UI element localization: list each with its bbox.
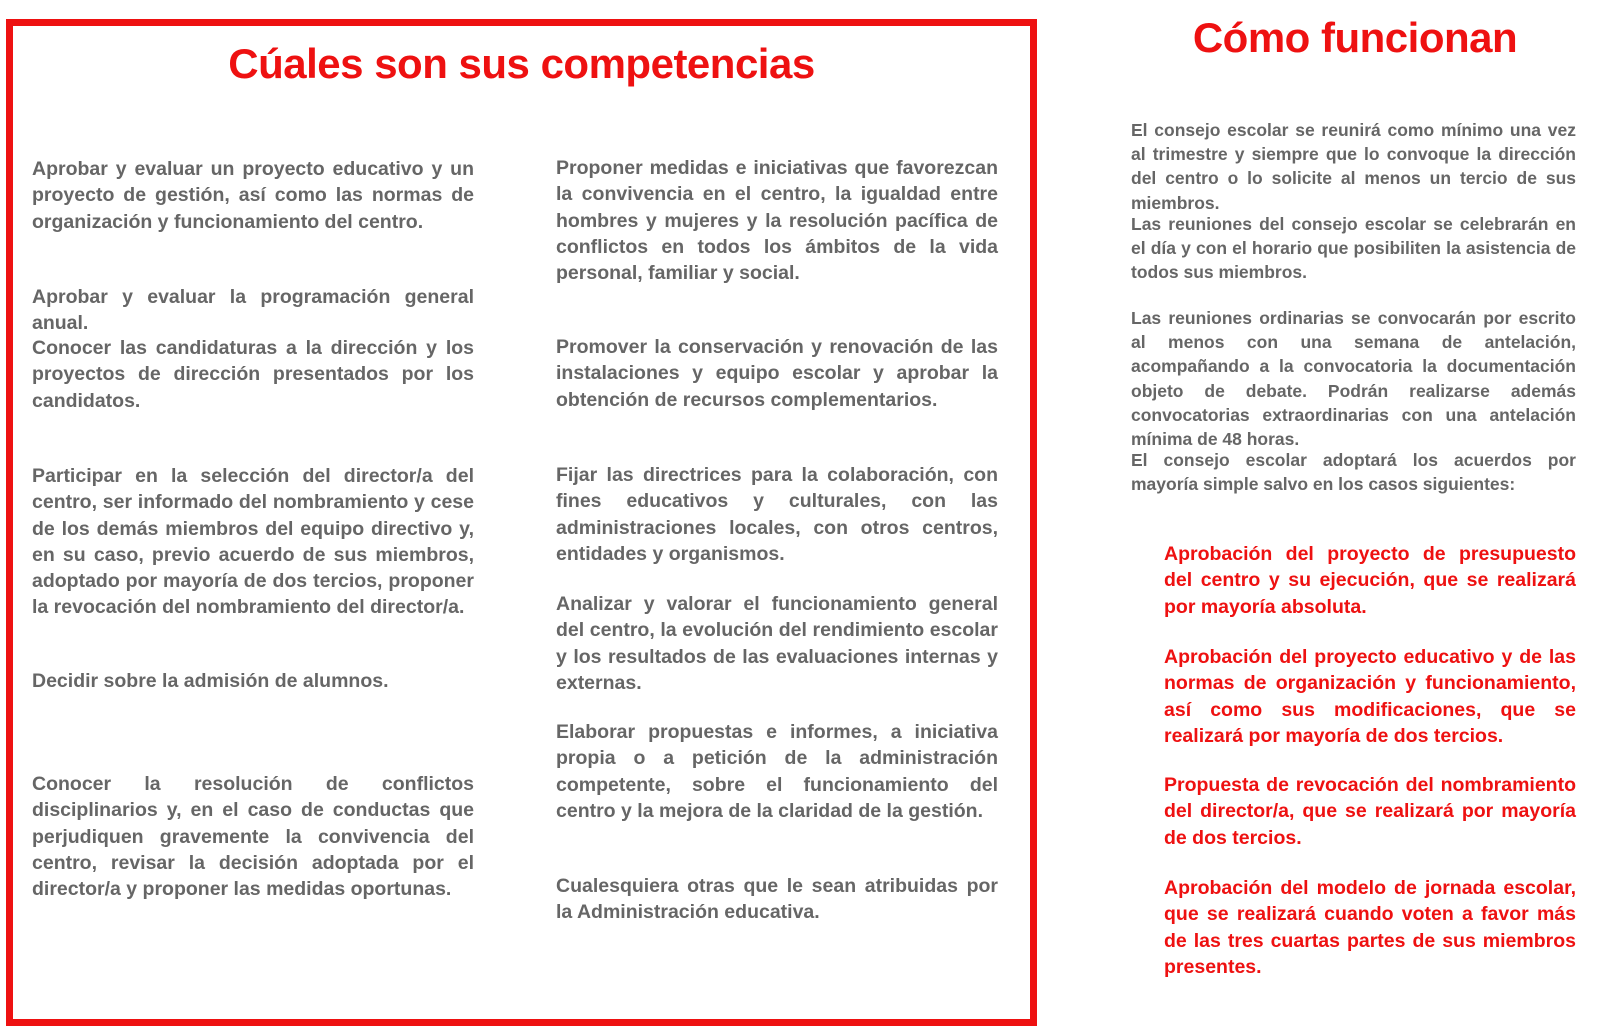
competencia-item: Aprobar y evaluar un proyecto educativo y un proyecto de gestión, así como las normas de organización y funcionamiento del centro. xyxy=(32,158,474,233)
funcionamiento-paragraph: El consejo escolar adoptará los acuerdos por mayoría simple salvo en los casos siguientes: xyxy=(1131,450,1576,495)
competencia-item: Analizar y valorar el funcionamiento general del centro, la evolución del rendimiento escolar y los resultados de las evaluaciones internas y externas. xyxy=(556,593,998,694)
competencia-item: Cualesquiera otras que le sean atribuidas por la Administración educativa. xyxy=(556,875,998,924)
competencia-item: Elaborar propuestas e informes, a iniciativa propia o a petición de la administración competente, sobre el funcionamiento del centro y la mejora de la claridad de la gestión. xyxy=(556,721,998,822)
competencia-item: Proponer medidas e iniciativas que favorezcan la convivencia en el centro, la igualdad entre hombres y mujeres y la resolución pacífica de conflictos en todos los ámbitos de la vida personal, familiar y social. xyxy=(556,157,998,285)
competencia-item: Promover la conservación y renovación de las instalaciones y equipo escolar y aprobar la obtención de recursos complementarios. xyxy=(556,336,998,411)
mayoria-caso: Aprobación del modelo de jornada escolar, que se realizará cuando voten a favor más de las tres cuartas partes de sus miembros presentes. xyxy=(1164,877,1576,978)
funcionamiento-paragraph: Las reuniones ordinarias se convocarán por escrito al menos con una semana de antelación, acompañando a la convocatoria la documentación objeto de debate. Podrán realizarse además convocatorias extraordinarias con una antelación mínima de 48 horas. xyxy=(1131,308,1576,450)
mayoria-caso: Aprobación del proyecto de presupuesto del centro y su ejecución, que se realizará por mayoría absoluta. xyxy=(1164,543,1576,618)
mayoria-caso: Propuesta de revocación del nombramiento del director/a, que se realizará por mayoría de dos tercios. xyxy=(1164,774,1576,849)
funcionamiento-title: Cómo funcionan xyxy=(1192,14,1518,61)
funcionamiento-paragraph: Las reuniones del consejo escolar se celebrarán en el día y con el horario que posibiliten la asistencia de todos sus miembros. xyxy=(1131,214,1576,283)
competencia-item: Decidir sobre la admisión de alumnos. xyxy=(32,670,389,692)
competencia-item: Fijar las directrices para la colaboración, con fines educativos y culturales, con las administraciones locales, con otros centros, entidades y organismos. xyxy=(556,464,998,565)
funcionamiento-paragraph: El consejo escolar se reunirá como mínimo una vez al trimestre y siempre que lo convoque la dirección del centro o lo solicite al menos un tercio de sus miembros. xyxy=(1131,120,1576,213)
competencia-item: Participar en la selección del director/a del centro, ser informado del nombramiento y cese de los demás miembros del equipo directivo y, en su caso, previo acuerdo de sus miembros, adoptado por mayoría de dos tercios, proponer la revocación del nombramiento del director/a. xyxy=(32,465,474,619)
competencia-item: Conocer las candidaturas a la dirección y los proyectos de dirección presentados por los candidatos. xyxy=(32,337,474,412)
competencias-title: Cúales son sus competencias xyxy=(228,40,815,87)
competencia-item: Aprobar y evaluar la programación general anual. xyxy=(32,286,474,335)
mayoria-caso: Aprobación del proyecto educativo y de las normas de organización y funcionamiento, así como sus modificaciones, que se realizará por mayoría de dos tercios. xyxy=(1164,646,1576,747)
competencia-item: Conocer la resolución de conflictos disciplinarios y, en el caso de conductas que perjudiquen gravemente la convivencia del centro, revisar la decisión adoptada por el director/a y proponer las medidas oportunas. xyxy=(32,773,474,901)
